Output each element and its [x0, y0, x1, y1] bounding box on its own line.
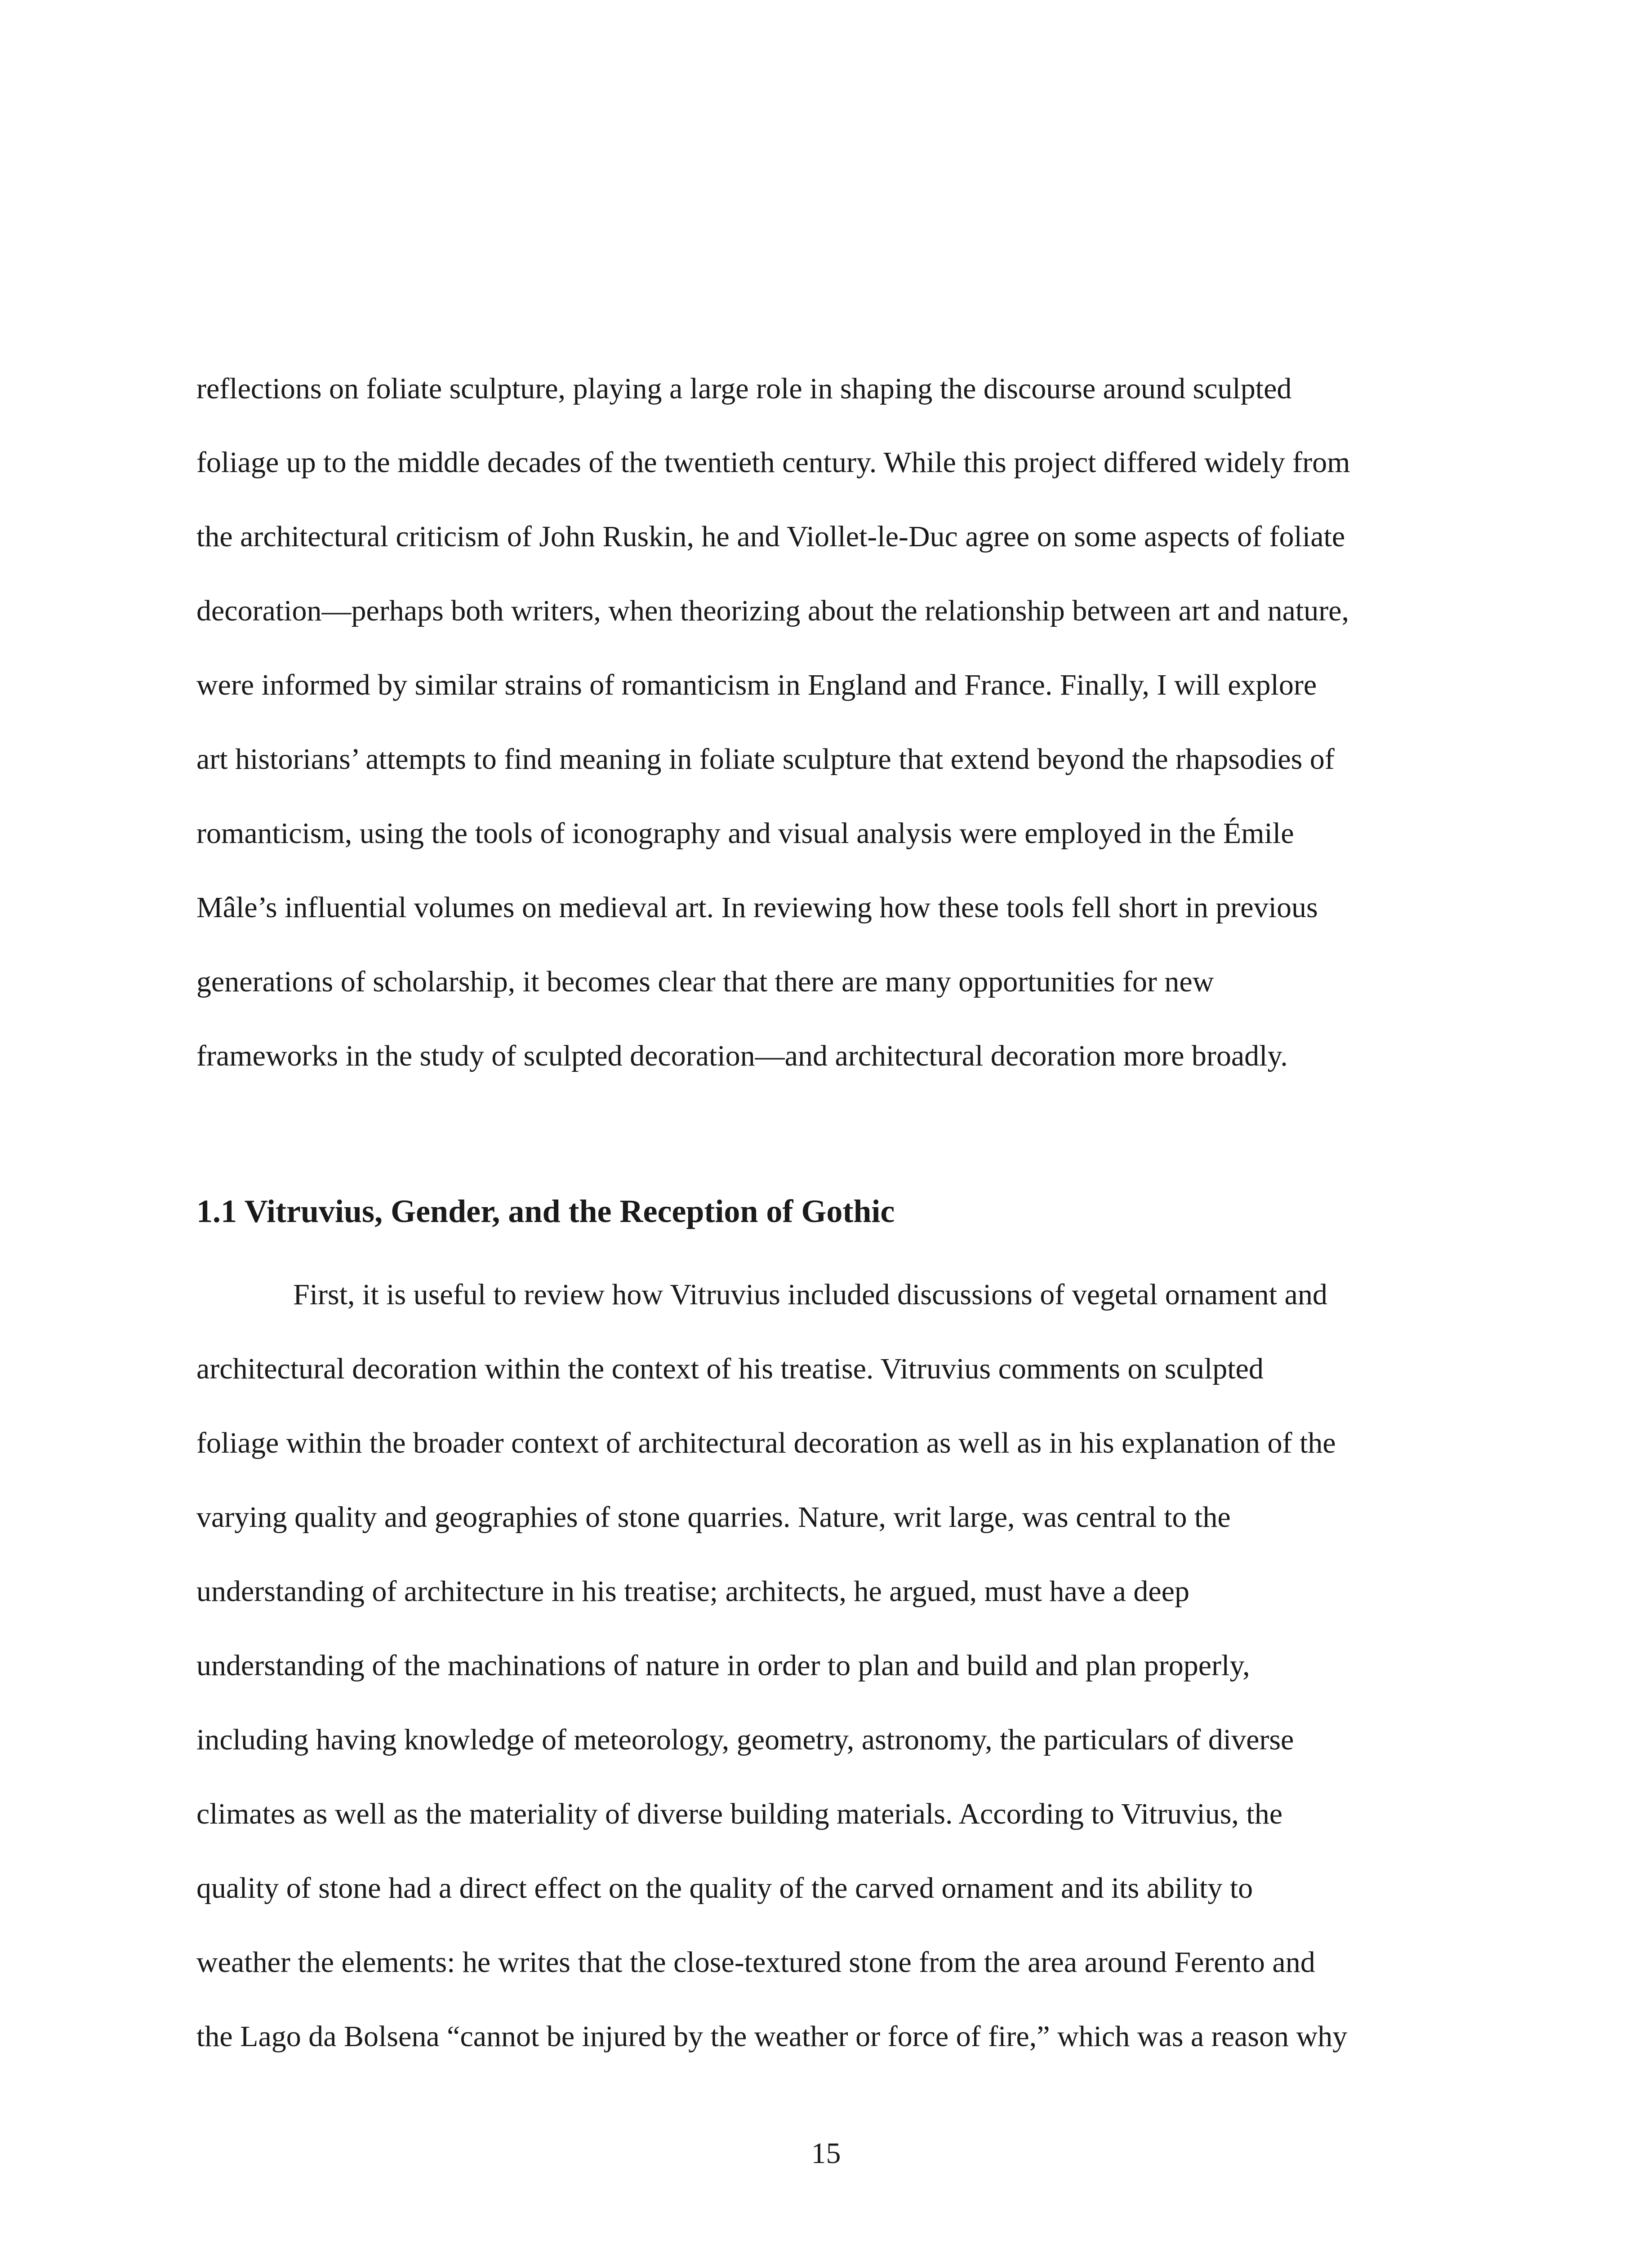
body-text-line: foliage up to the middle decades of the twentieth century. While this project differed widely from	[196, 446, 1350, 479]
body-text-line: reflections on foliate sculpture, playing a large role in shaping the discourse around sculpted	[196, 372, 1292, 405]
body-text-line: climates as well as the materiality of diverse building materials. According to Vitruvius, the	[196, 1798, 1283, 1830]
body-text-line: generations of scholarship, it becomes clear that there are many opportunities for new	[196, 965, 1214, 998]
body-text-line: Mâle’s influential volumes on medieval art. In reviewing how these tools fell short in previous	[196, 891, 1318, 924]
body-text-line: art historians’ attempts to find meaning in foliate sculpture that extend beyond the rhapsodies of	[196, 743, 1335, 776]
body-text-line: were informed by similar strains of romanticism in England and France. Finally, I will explore	[196, 669, 1317, 701]
body-text-line: architectural decoration within the context of his treatise. Vitruvius comments on sculpted	[196, 1352, 1264, 1385]
page-number: 15	[811, 2137, 841, 2170]
body-text-line: understanding of architecture in his treatise; architects, he argued, must have a deep	[196, 1575, 1189, 1608]
section-heading: 1.1 Vitruvius, Gender, and the Reception of Gothic	[196, 1193, 895, 1229]
body-text-line: foliage within the broader context of architectural decoration as well as in his explanation of the	[196, 1427, 1336, 1459]
body-text-line: understanding of the machinations of nature in order to plan and build and plan properly,	[196, 1649, 1250, 1682]
body-text-line: the Lago da Bolsena “cannot be injured by the weather or force of fire,” which was a reason why	[196, 2020, 1348, 2053]
body-text-line: weather the elements: he writes that the close-textured stone from the area around Ferento and	[196, 1946, 1315, 1979]
body-text-line: frameworks in the study of sculpted decoration—and architectural decoration more broadly.	[196, 1039, 1288, 1072]
body-text-line: including having knowledge of meteorology, geometry, astronomy, the particulars of diverse	[196, 1723, 1294, 1756]
body-text-line: quality of stone had a direct effect on the quality of the carved ornament and its ability to	[196, 1872, 1253, 1905]
body-text-line: the architectural criticism of John Ruskin, he and Viollet-le-Duc agree on some aspects of foliate	[196, 520, 1345, 553]
body-text-line: romanticism, using the tools of iconography and visual analysis were employed in the Émile	[196, 817, 1294, 850]
body-text-line: First, it is useful to review how Vitruvius included discussions of vegetal ornament and	[293, 1278, 1327, 1311]
body-text-line: decoration—perhaps both writers, when theorizing about the relationship between art and nature,	[196, 594, 1349, 627]
body-text-line: varying quality and geographies of stone quarries. Nature, writ large, was central to the	[196, 1501, 1231, 1534]
